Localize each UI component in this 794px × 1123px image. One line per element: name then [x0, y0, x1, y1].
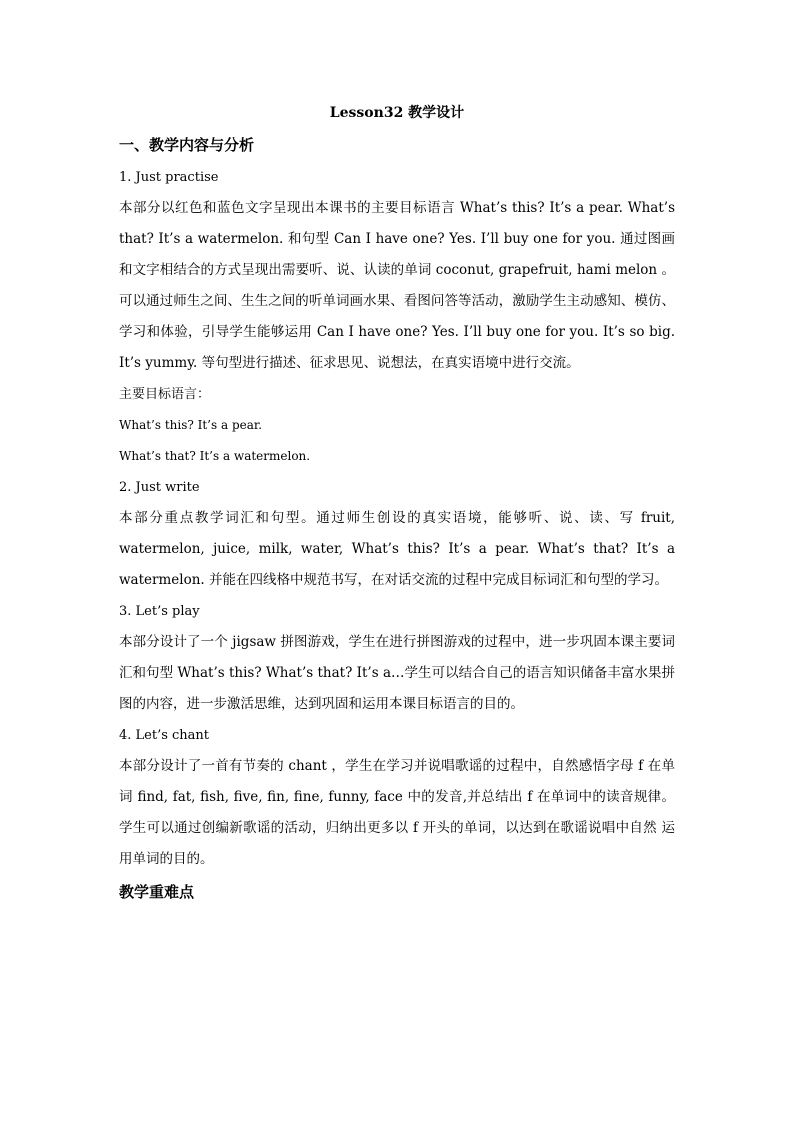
part-heading-just-write: 2. Just write [119, 480, 200, 495]
target-language-label: 主要目标语言： [119, 387, 211, 402]
paragraph-just-write: 本部分重点教学词汇和句型。通过师生创设的真实语境，能够听、说、读、写 fruit, watermelon, juice, milk, water, What’s this? It’s a pear. What’s that? It’s a watermelon. 并能在四线格中规范书写，在对话交流的过程中完成目标词汇和句型的学习。 [119, 510, 675, 588]
part-heading-lets-chant: 4. Let’s chant [119, 728, 210, 743]
section-heading-key-difficulties: 教学重难点 [119, 883, 195, 901]
section-heading-content-analysis: 一、教学内容与分析 [119, 136, 255, 154]
target-language-line-2: What’s that? It’s a watermelon. [119, 449, 311, 463]
part-heading-just-practise: 1. Just practise [119, 170, 219, 185]
paragraph-lets-chant: 本部分设计了一首有节奏的 chant ，学生在学习并说唱歌谣的过程中，自然感悟字母 f 在单词 find, fat, fish, five, fin, fine, funny, face 中的发音,并总结出 f 在单词中的读音规律。学生可以通过创编新歌谣的活动，归纳出更多以 f 开头的单词，以达到在歌谣说唱中自然 运用单词的目的。 [119, 758, 675, 867]
document-page [119, 98, 675, 909]
document-title: Lesson32 教学设计 [329, 105, 465, 121]
paragraph-lets-play: 本部分设计了一个 jigsaw 拼图游戏，学生在进行拼图游戏的过程中，进一步巩固本课主要词汇和句型 What’s this? What’s that? It’s a…学生可以结合自己的语言知识储备丰富水果拼图的内容，进一步激活思维，达到巩固和运用本课目标语言的目的。 [119, 634, 675, 712]
target-language-line-1: What’s this? It’s a pear. [119, 418, 263, 432]
part-heading-lets-play: 3. Let’s play [119, 604, 200, 619]
paragraph-just-practise: 本部分以红色和蓝色文字呈现出本课书的主要目标语言 What’s this? It’s a pear. What’s that? It’s a watermelon. 和句型 Can I have one? Yes. I’ll buy one for you. 通过图画和文字相结合的方式呈现出需要听、说、认读的单词 coconut, grapefruit, hami melon 。可以通过师生之间、生生之间的听单词画水果、看图问答等活动，激励学生主动感知、模仿、学习和体验，引导学生能够运用 Can I have one? Yes. I’ll buy one for you. It’s so big. It’s yummy. 等句型进行描述、征求思见、说想法，在真实语境中进行交流。 [119, 200, 675, 371]
